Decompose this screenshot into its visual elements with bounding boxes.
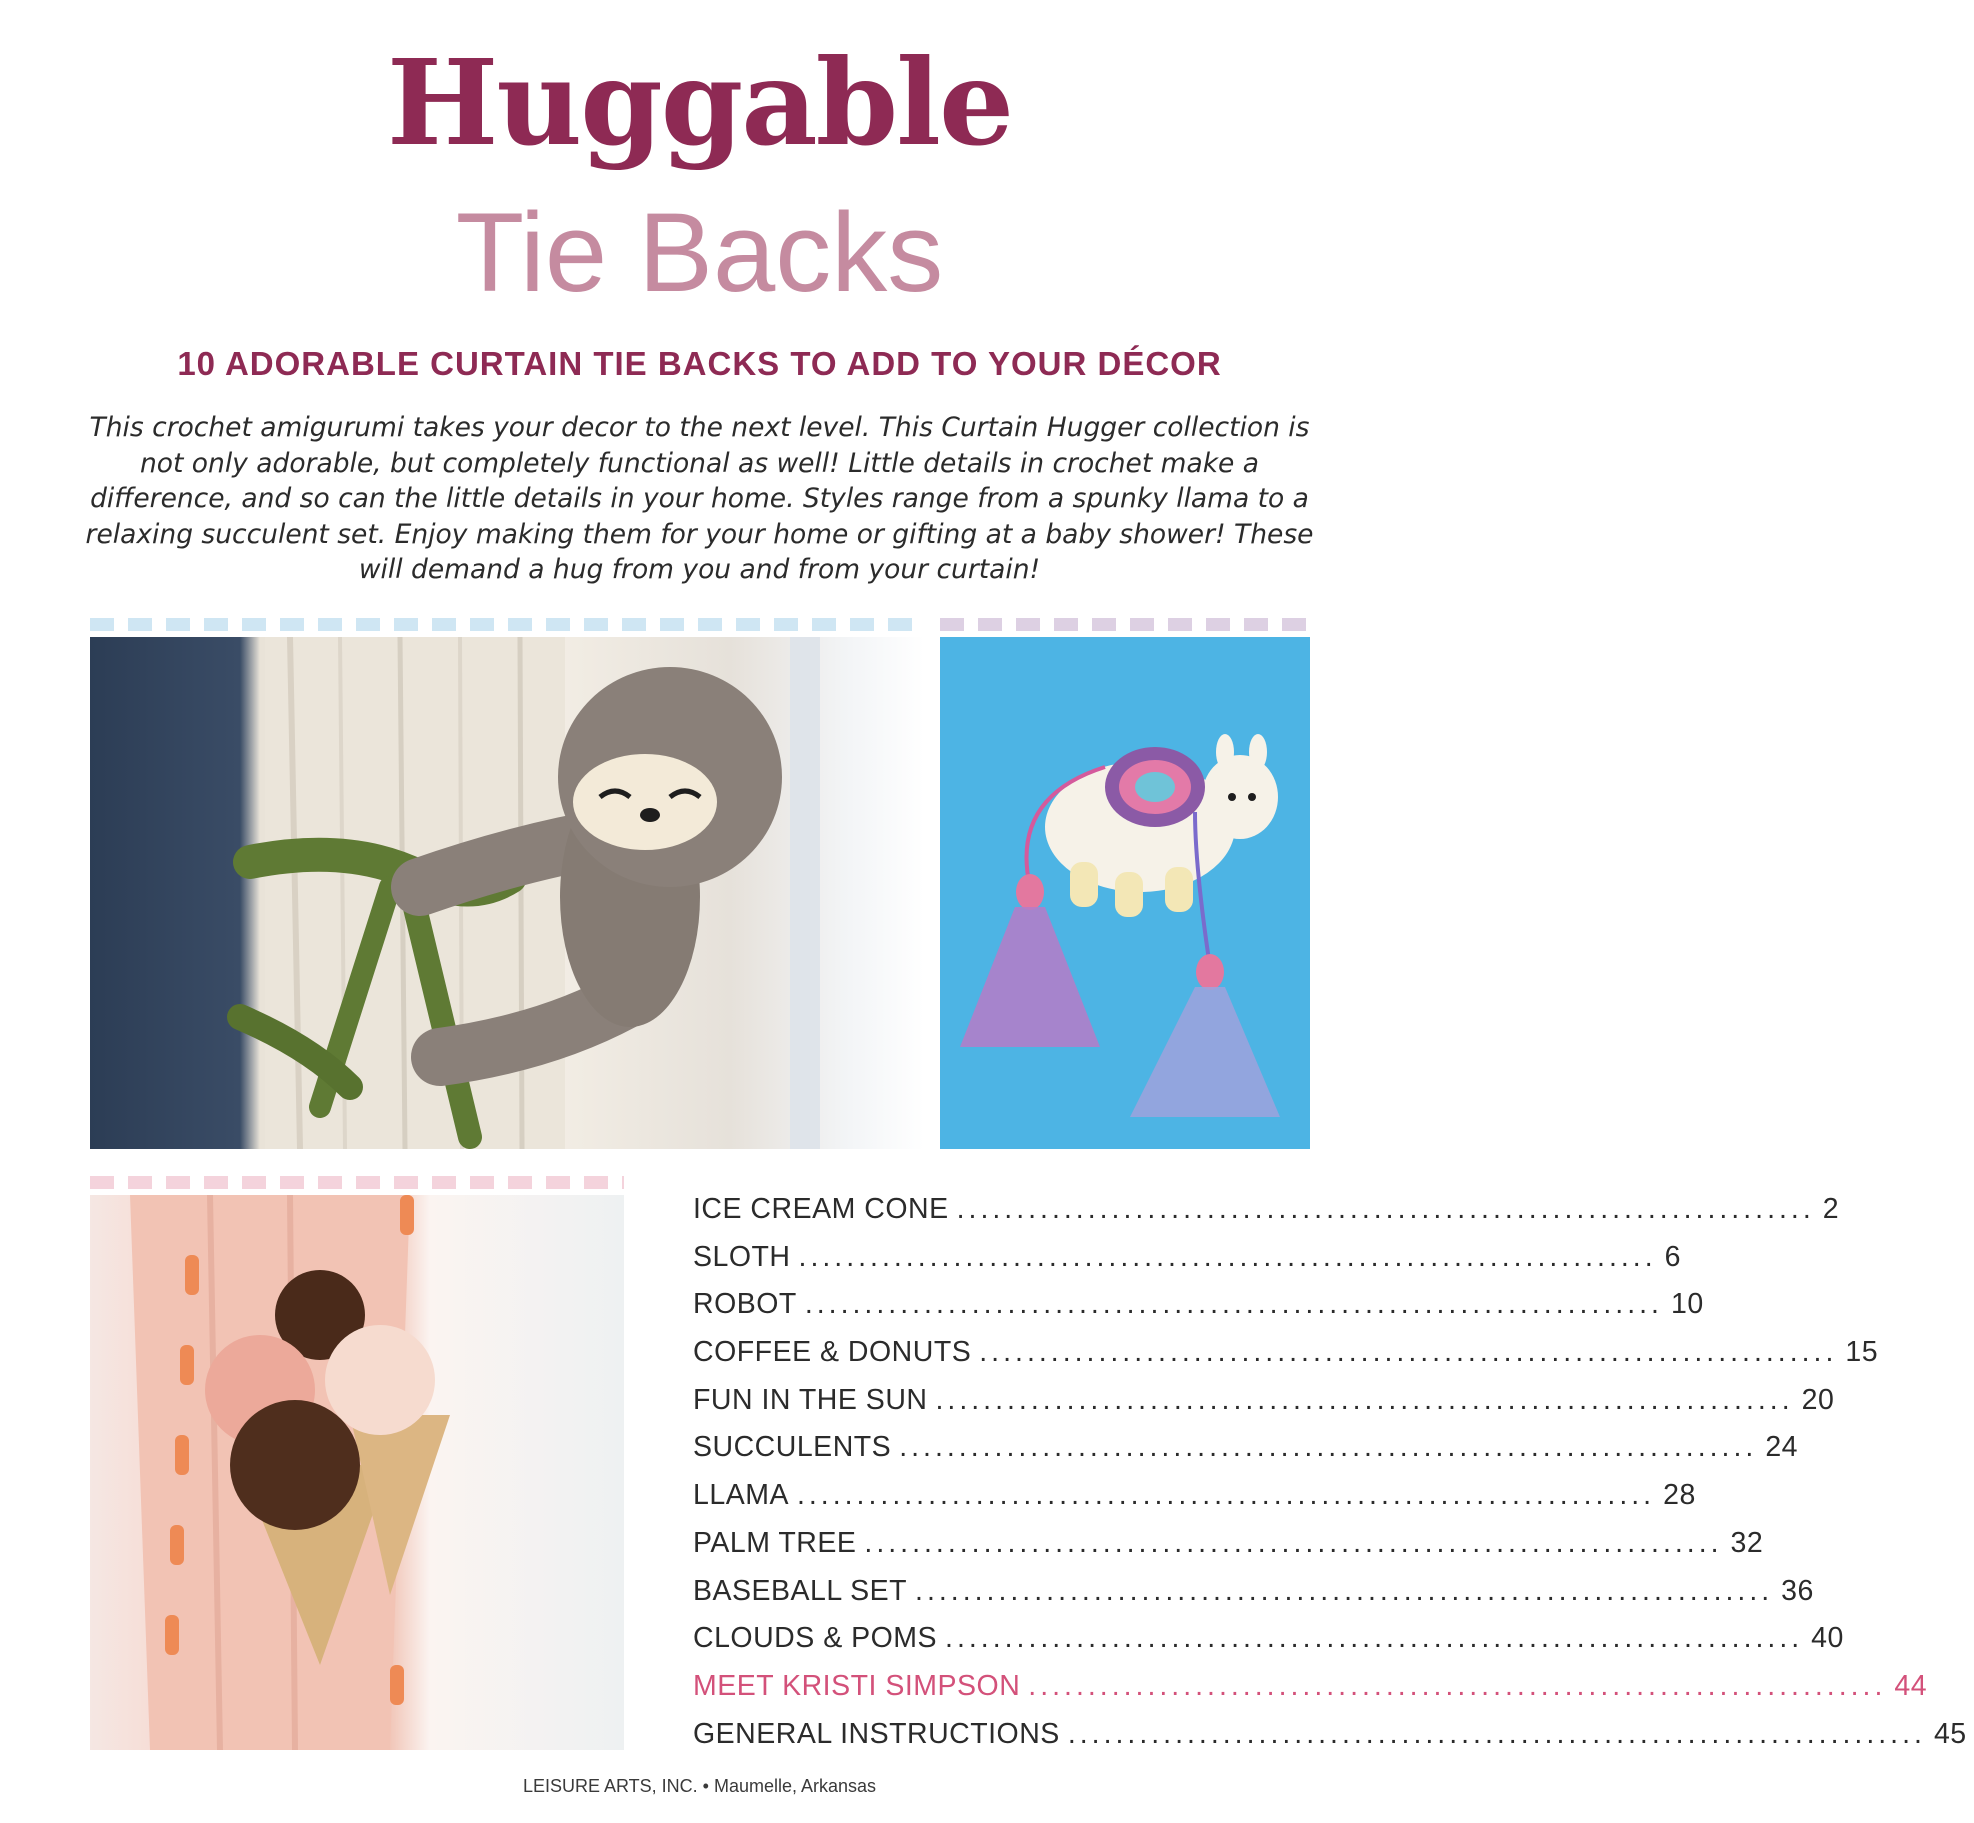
toc-item-clouds-poms[interactable] (693, 1615, 1844, 1663)
toc-page-number: 32 (1730, 1526, 1764, 1559)
toc-item-coffee-donuts[interactable] (693, 1329, 1879, 1377)
intro-paragraph: This crochet amigurumi takes your decor to the next level. This Curtain Hugger collection is not only adorable, but completely functional as well! Little details in crochet make a difference, and so can the little details in your home. Styles range from a spunky llama to a relaxing succulent set. Enjoy making them for your home or gifting at a baby shower! These will demand a hug from you and from your curtain! (85, 412, 1314, 585)
toc-label: MEET KRISTI SIMPSON (693, 1669, 1021, 1702)
publisher-footer: LEISURE ARTS, INC. • Maumelle, Arkansas (522, 1776, 877, 1796)
table-of-contents (693, 1186, 1967, 1758)
toc-label: BASEBALL SET (693, 1574, 908, 1607)
toc-leader-dots: ........................................................................ (935, 1383, 1794, 1416)
toc-page-number: 36 (1781, 1574, 1814, 1607)
page-title-secondary: Tie Backs (455, 190, 944, 315)
sloth-illustration (90, 637, 924, 1149)
toc-label: SLOTH (693, 1240, 791, 1273)
toc-item-baseball-set[interactable] (693, 1568, 1814, 1616)
toc-item-succulents[interactable] (693, 1424, 1799, 1472)
toc-leader-dots: ........................................................................ (864, 1526, 1723, 1559)
subtitle: 10 ADORABLE CURTAIN TIE BACKS TO ADD TO YOUR DÉCOR (177, 345, 1222, 382)
toc-label: COFFEE & DONUTS (693, 1336, 972, 1369)
toc-page-number: 28 (1663, 1479, 1696, 1512)
toc-label: PALM TREE (693, 1526, 857, 1559)
toc-label: CLOUDS & POMS (693, 1622, 938, 1655)
toc-item-ice-cream-cone[interactable] (693, 1186, 1840, 1234)
toc-leader-dots: ........................................................................ (956, 1193, 1815, 1225)
toc-page-number: 6 (1664, 1240, 1682, 1273)
toc-leader-dots: ........................................................................ (798, 1240, 1657, 1273)
decorative-stripe-pink (90, 1176, 624, 1189)
sloth-photo (90, 637, 924, 1149)
toc-page-number: 44 (1894, 1669, 1928, 1702)
llama-illustration (940, 637, 1310, 1149)
toc-item-robot[interactable] (693, 1281, 1704, 1329)
toc-leader-dots: ........................................................................ (804, 1288, 1663, 1321)
decorative-stripe-lilac (940, 618, 1310, 631)
toc-leader-dots: ........................................................................ (979, 1336, 1838, 1369)
toc-label: GENERAL INSTRUCTIONS (693, 1717, 1060, 1750)
toc-page-number: 20 (1801, 1383, 1835, 1416)
toc-label: LLAMA (693, 1479, 789, 1512)
toc-leader-dots: ........................................................................ (1067, 1717, 1926, 1750)
toc-page-number: 2 (1822, 1193, 1840, 1225)
toc-item-meet-kristi-simpson[interactable] (693, 1663, 1928, 1711)
toc-leader-dots: ........................................................................ (796, 1479, 1656, 1512)
toc-label: FUN IN THE SUN (693, 1383, 928, 1416)
toc-leader-dots: ........................................................................ (899, 1431, 1758, 1464)
toc-item-general-instructions[interactable] (693, 1711, 1967, 1759)
toc-leader-dots: ........................................................................ (915, 1574, 1774, 1607)
ice-cream-photo (90, 1195, 624, 1750)
toc-page-number: 15 (1845, 1336, 1879, 1369)
toc-leader-dots: ........................................................................ (945, 1622, 1804, 1655)
toc-page-number: 10 (1670, 1288, 1704, 1321)
toc-item-sloth[interactable] (693, 1234, 1682, 1282)
toc-page-number: 40 (1811, 1622, 1844, 1655)
toc-item-llama[interactable] (693, 1472, 1696, 1520)
toc-item-fun-in-the-sun[interactable] (693, 1377, 1835, 1425)
ice-cream-illustration (90, 1195, 624, 1750)
decorative-stripe-blue (90, 618, 924, 631)
toc-label: ROBOT (693, 1288, 797, 1321)
toc-leader-dots: ........................................................................ (1028, 1669, 1887, 1702)
toc-page-number: 45 (1933, 1717, 1967, 1750)
page-title: Huggable (386, 33, 1013, 172)
llama-photo (940, 637, 1310, 1149)
toc-label: ICE CREAM CONE (693, 1193, 949, 1225)
toc-item-palm-tree[interactable] (693, 1520, 1764, 1568)
toc-label: SUCCULENTS (693, 1431, 892, 1464)
toc-page-number: 24 (1765, 1431, 1799, 1464)
